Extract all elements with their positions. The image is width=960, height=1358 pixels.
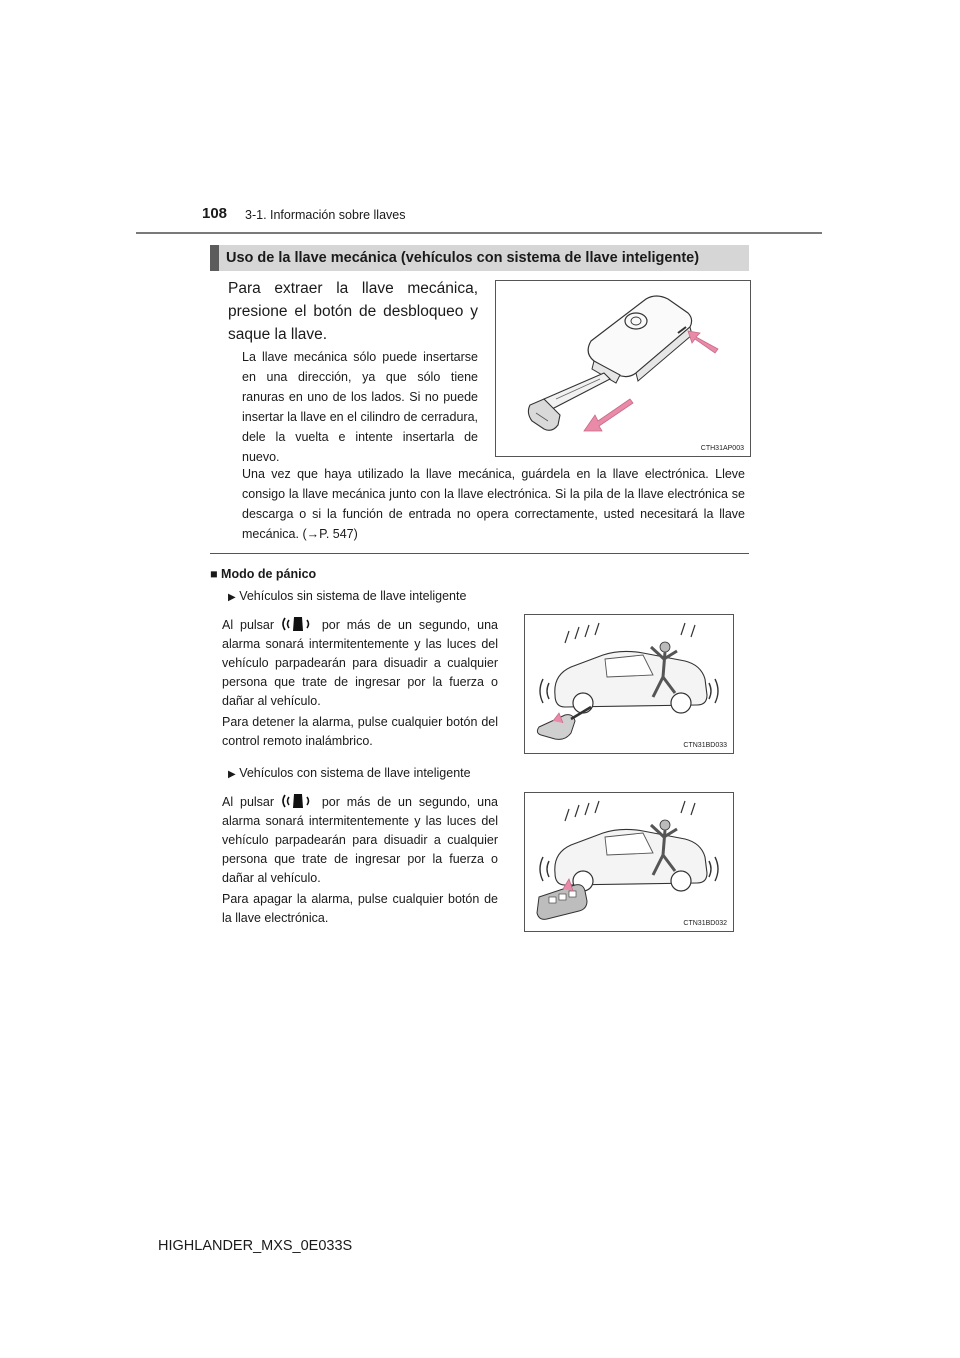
- bullet-item-1: [228, 589, 466, 603]
- paragraph-body: por más de un segundo, una alarma sonará intermitentemente y las luces del vehículo parpadearán para disuadir a cualquier persona que trate de ingresar por la fuerza o dañar al vehículo.: [222, 795, 498, 885]
- figure-code: CTN31BD033: [683, 742, 727, 749]
- figure-panic-remote: [524, 614, 734, 754]
- panic-alarm-smartkey-illustration: [525, 793, 733, 931]
- paragraph-lead: Al pulsar: [222, 618, 275, 632]
- paragraph-body: por más de un segundo, una alarma sonará intermitentemente y las luces del vehículo parpadearán para disuadir a cualquier persona que trate de ingresar por la fuerza o dañar al vehículo.: [222, 618, 498, 708]
- section-divider: [210, 553, 749, 554]
- mechanical-key-illustration: [496, 281, 750, 456]
- panic-alarm-illustration: [525, 615, 733, 753]
- footer-model-code: HIGHLANDER_MXS_0E033S: [158, 1238, 353, 1254]
- step-instruction: Para extraer la llave mecánica, presione el botón de desbloqueo y saque la llave.: [228, 280, 478, 343]
- panic-stop-2: Para apagar la alarma, pulse cualquier botón de la llave electrónica.: [222, 892, 498, 925]
- figure-mechanical-key: [495, 280, 751, 457]
- header-divider: [136, 232, 822, 234]
- figure-panic-smart-key: [524, 792, 734, 932]
- chapter-title: 3-1. Información sobre llaves: [245, 208, 406, 222]
- step-note: La llave mecánica sólo puede insertarse en una dirección, ya que sólo tiene ranuras en uno de los lados. Si no puede insertar la llave en el cilindro de cerradura, dele la vuelta e intente insertarla de nuevo.: [242, 350, 478, 464]
- figure-code: CTH31AP003: [700, 445, 744, 452]
- panic-stop-1: Para detener la alarma, pulse cualquier botón del control remoto inalámbrico.: [222, 715, 498, 748]
- section-title: Uso de la llave mecánica (vehículos con sistema de llave inteligente): [226, 250, 700, 266]
- heading-marker: ■: [210, 567, 218, 581]
- bullet-item-2-label: Vehículos con sistema de llave inteligente: [239, 766, 471, 780]
- panic-paragraph-1: [222, 616, 498, 711]
- section-title-accent: [210, 245, 219, 271]
- storage-paragraph: Una vez que haya utilizado la llave mecánica, guárdela en la llave electrónica. Lleve consigo la llave mecánica junto con la llave electrónica. Si la pila de la llave electrónica se descarga o si la función de entrada no opera correctamente, usted necesitará la llave mecánica. (→P. 547): [242, 467, 745, 541]
- panic-heading-label: Modo de pánico: [221, 567, 317, 581]
- panic-heading: [210, 567, 316, 581]
- panic-alarm-icon: [281, 793, 315, 809]
- figure-code: CTN31BD032: [683, 920, 727, 927]
- page-number: 108: [202, 205, 228, 222]
- paragraph-lead: Al pulsar: [222, 795, 275, 809]
- bullet-marker: ▶: [228, 592, 236, 603]
- panic-alarm-icon: [281, 616, 315, 632]
- bullet-item-2: [228, 766, 471, 780]
- bullet-marker: ▶: [228, 769, 236, 780]
- bullet-item-1-label: Vehículos sin sistema de llave inteligente: [239, 589, 467, 603]
- panic-paragraph-2: [222, 793, 498, 888]
